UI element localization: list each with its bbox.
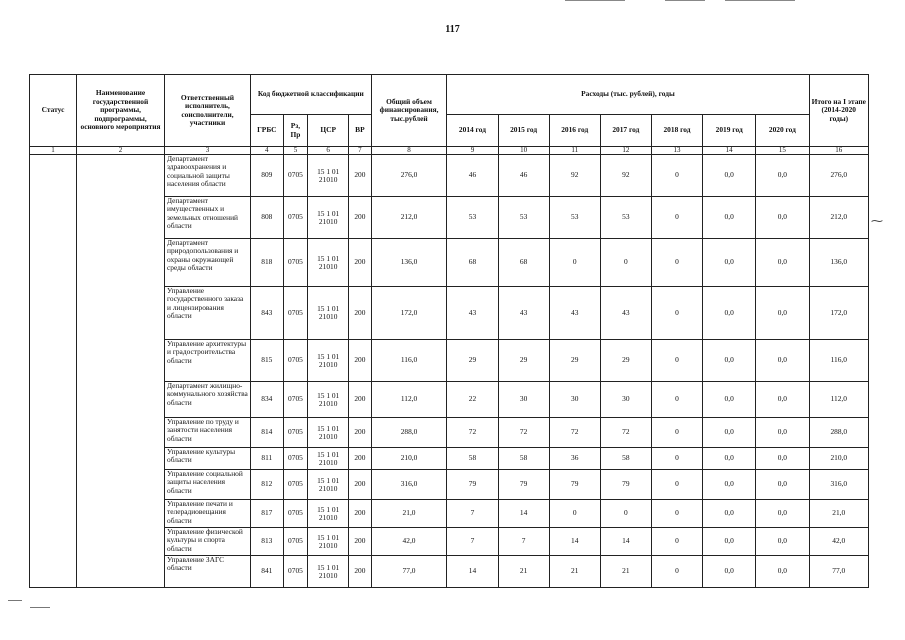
column-number: 14: [703, 147, 756, 155]
year-2017-cell: 53: [600, 197, 651, 239]
year-2016-cell: 92: [549, 155, 600, 197]
year-2016-cell: 53: [549, 197, 600, 239]
vr-cell: 200: [349, 155, 372, 197]
csr-cell: 15 1 01 21010: [308, 556, 349, 588]
vr-cell: 200: [349, 197, 372, 239]
year-2020-cell: 0,0: [756, 556, 809, 588]
year-2016-cell: 0: [549, 500, 600, 528]
year-2015-cell: 14: [498, 500, 549, 528]
program-name-cell: [77, 155, 165, 588]
year-2015-cell: 7: [498, 528, 549, 556]
year-2014-cell: 68: [447, 239, 498, 287]
table-row: [30, 155, 869, 197]
year-2016-cell: 43: [549, 287, 600, 340]
year-2020-cell: 0,0: [756, 287, 809, 340]
executor-cell: Управление ЗАГС области: [165, 556, 251, 588]
rzpr-cell: 0705: [283, 155, 308, 197]
rzpr-cell: 0705: [283, 382, 308, 418]
year-2015-cell: 72: [498, 418, 549, 448]
total-cell: 212,0: [371, 197, 447, 239]
header-year: 2019 год: [703, 115, 756, 147]
year-2018-cell: 0: [651, 418, 702, 448]
grbs-cell: 843: [250, 287, 283, 340]
column-number: 6: [308, 147, 349, 155]
executor-cell: Управление по труду и занятости населения области: [165, 418, 251, 448]
year-2019-cell: 0,0: [703, 382, 756, 418]
budget-table: [29, 74, 869, 588]
total-cell: 316,0: [371, 470, 447, 500]
executor-cell: Управление архитектуры и градостроительства области: [165, 340, 251, 382]
year-2014-cell: 7: [447, 528, 498, 556]
year-2020-cell: 0,0: [756, 197, 809, 239]
column-number: 8: [371, 147, 447, 155]
stage-total-cell: 136,0: [809, 239, 868, 287]
status-cell: [30, 155, 77, 588]
stage-total-cell: 21,0: [809, 500, 868, 528]
rzpr-cell: 0705: [283, 528, 308, 556]
rzpr-cell: 0705: [283, 287, 308, 340]
year-2017-cell: 92: [600, 155, 651, 197]
vr-cell: 200: [349, 340, 372, 382]
csr-cell: 15 1 01 21010: [308, 500, 349, 528]
year-2017-cell: 30: [600, 382, 651, 418]
vr-cell: 200: [349, 382, 372, 418]
column-number: 9: [447, 147, 498, 155]
stage-total-cell: 116,0: [809, 340, 868, 382]
vr-cell: 200: [349, 528, 372, 556]
year-2019-cell: 0,0: [703, 500, 756, 528]
csr-cell: 15 1 01 21010: [308, 418, 349, 448]
year-2014-cell: 46: [447, 155, 498, 197]
year-2019-cell: 0,0: [703, 287, 756, 340]
year-2014-cell: 22: [447, 382, 498, 418]
executor-cell: Департамент природопользования и охраны окружающей среды области: [165, 239, 251, 287]
year-2020-cell: 0,0: [756, 448, 809, 470]
total-cell: 42,0: [371, 528, 447, 556]
year-2014-cell: 72: [447, 418, 498, 448]
year-2017-cell: 43: [600, 287, 651, 340]
grbs-cell: 813: [250, 528, 283, 556]
grbs-cell: 841: [250, 556, 283, 588]
year-2018-cell: 0: [651, 239, 702, 287]
year-2015-cell: 68: [498, 239, 549, 287]
year-2014-cell: 79: [447, 470, 498, 500]
grbs-cell: 808: [250, 197, 283, 239]
vr-cell: 200: [349, 448, 372, 470]
year-2015-cell: 29: [498, 340, 549, 382]
scan-line: [30, 607, 50, 608]
stage-total-cell: 172,0: [809, 287, 868, 340]
year-2020-cell: 0,0: [756, 500, 809, 528]
column-number: 15: [756, 147, 809, 155]
grbs-cell: 812: [250, 470, 283, 500]
stage-total-cell: 210,0: [809, 448, 868, 470]
year-2014-cell: 43: [447, 287, 498, 340]
column-number: 3: [165, 147, 251, 155]
executor-cell: Департамент жилищно-коммунального хозяйства области: [165, 382, 251, 418]
year-2015-cell: 43: [498, 287, 549, 340]
year-2019-cell: 0,0: [703, 197, 756, 239]
stage-total-cell: 112,0: [809, 382, 868, 418]
rzpr-cell: 0705: [283, 556, 308, 588]
year-2020-cell: 0,0: [756, 528, 809, 556]
rzpr-cell: 0705: [283, 197, 308, 239]
total-cell: 172,0: [371, 287, 447, 340]
year-2019-cell: 0,0: [703, 470, 756, 500]
total-cell: 210,0: [371, 448, 447, 470]
header-csr: ЦСР: [308, 115, 349, 147]
year-2020-cell: 0,0: [756, 470, 809, 500]
year-2015-cell: 21: [498, 556, 549, 588]
total-cell: 77,0: [371, 556, 447, 588]
year-2020-cell: 0,0: [756, 155, 809, 197]
year-2015-cell: 46: [498, 155, 549, 197]
grbs-cell: 809: [250, 155, 283, 197]
vr-cell: 200: [349, 239, 372, 287]
year-2017-cell: 79: [600, 470, 651, 500]
year-2018-cell: 0: [651, 287, 702, 340]
year-2017-cell: 0: [600, 500, 651, 528]
year-2014-cell: 14: [447, 556, 498, 588]
column-number: 16: [809, 147, 868, 155]
page-number: 117: [445, 24, 460, 35]
column-number: 11: [549, 147, 600, 155]
year-2019-cell: 0,0: [703, 528, 756, 556]
executor-cell: Управление государственного заказа и лицензирования области: [165, 287, 251, 340]
year-2018-cell: 0: [651, 470, 702, 500]
header-expenses: Расходы (тыс. рублей), годы: [447, 75, 809, 115]
column-number: 7: [349, 147, 372, 155]
header-year: 2017 год: [600, 115, 651, 147]
year-2018-cell: 0: [651, 528, 702, 556]
year-2018-cell: 0: [651, 197, 702, 239]
csr-cell: 15 1 01 21010: [308, 382, 349, 418]
stage-total-cell: 288,0: [809, 418, 868, 448]
year-2020-cell: 0,0: [756, 340, 809, 382]
header-year: 2016 год: [549, 115, 600, 147]
executor-cell: Департамент имущественных и земельных отношений области: [165, 197, 251, 239]
header-stage-total: Итого на I этапе (2014-2020 годы): [809, 75, 868, 147]
year-2019-cell: 0,0: [703, 418, 756, 448]
year-2019-cell: 0,0: [703, 340, 756, 382]
year-2019-cell: 0,0: [703, 239, 756, 287]
vr-cell: 200: [349, 500, 372, 528]
header-year: 2014 год: [447, 115, 498, 147]
year-2016-cell: 29: [549, 340, 600, 382]
header-program-name: Наименование государственной программы, подпрограммы, основного мероприятия: [77, 75, 165, 147]
executor-cell: Департамент здравоохранения и социальной защиты населения области: [165, 155, 251, 197]
rzpr-cell: 0705: [283, 239, 308, 287]
header-total-volume: Общий объем финансирования, тыс.рублей: [371, 75, 447, 147]
year-2018-cell: 0: [651, 556, 702, 588]
rzpr-cell: 0705: [283, 340, 308, 382]
vr-cell: 200: [349, 556, 372, 588]
stage-total-cell: 212,0: [809, 197, 868, 239]
year-2017-cell: 72: [600, 418, 651, 448]
total-cell: 116,0: [371, 340, 447, 382]
column-number: 13: [651, 147, 702, 155]
year-2016-cell: 30: [549, 382, 600, 418]
csr-cell: 15 1 01 21010: [308, 197, 349, 239]
header-year: 2015 год: [498, 115, 549, 147]
grbs-cell: 817: [250, 500, 283, 528]
column-number: 1: [30, 147, 77, 155]
vr-cell: 200: [349, 470, 372, 500]
total-cell: 112,0: [371, 382, 447, 418]
year-2016-cell: 21: [549, 556, 600, 588]
executor-cell: Управление культуры области: [165, 448, 251, 470]
header-responsible: Ответственный исполнитель, соисполнители, участники: [165, 75, 251, 147]
scan-line: [8, 600, 22, 601]
year-2018-cell: 0: [651, 155, 702, 197]
stage-total-cell: 77,0: [809, 556, 868, 588]
year-2017-cell: 14: [600, 528, 651, 556]
grbs-cell: 811: [250, 448, 283, 470]
csr-cell: 15 1 01 21010: [308, 287, 349, 340]
year-2017-cell: 0: [600, 239, 651, 287]
year-2016-cell: 79: [549, 470, 600, 500]
year-2015-cell: 79: [498, 470, 549, 500]
year-2016-cell: 14: [549, 528, 600, 556]
column-number: 2: [77, 147, 165, 155]
column-number: 4: [250, 147, 283, 155]
year-2014-cell: 53: [447, 197, 498, 239]
year-2019-cell: 0,0: [703, 155, 756, 197]
csr-cell: 15 1 01 21010: [308, 239, 349, 287]
year-2016-cell: 36: [549, 448, 600, 470]
csr-cell: 15 1 01 21010: [308, 470, 349, 500]
scan-edge-mark: ⁓: [871, 214, 883, 228]
year-2020-cell: 0,0: [756, 239, 809, 287]
grbs-cell: 834: [250, 382, 283, 418]
executor-cell: Управление социальной защиты населения области: [165, 470, 251, 500]
year-2018-cell: 0: [651, 448, 702, 470]
header-rzpr: Рз, Пр: [283, 115, 308, 147]
rzpr-cell: 0705: [283, 418, 308, 448]
csr-cell: 15 1 01 21010: [308, 340, 349, 382]
grbs-cell: 814: [250, 418, 283, 448]
total-cell: 288,0: [371, 418, 447, 448]
year-2019-cell: 0,0: [703, 556, 756, 588]
column-number: 5: [283, 147, 308, 155]
year-2018-cell: 0: [651, 340, 702, 382]
header-grbs: ГРБС: [250, 115, 283, 147]
header-year: 2018 год: [651, 115, 702, 147]
executor-cell: Управление физической культуры и спорта области: [165, 528, 251, 556]
header-vr: ВР: [349, 115, 372, 147]
total-cell: 276,0: [371, 155, 447, 197]
total-cell: 136,0: [371, 239, 447, 287]
total-cell: 21,0: [371, 500, 447, 528]
header-year: 2020 год: [756, 115, 809, 147]
year-2017-cell: 21: [600, 556, 651, 588]
stage-total-cell: 316,0: [809, 470, 868, 500]
header-status: Статус: [30, 75, 77, 147]
year-2017-cell: 29: [600, 340, 651, 382]
csr-cell: 15 1 01 21010: [308, 155, 349, 197]
column-number: 12: [600, 147, 651, 155]
csr-cell: 15 1 01 21010: [308, 528, 349, 556]
year-2014-cell: 7: [447, 500, 498, 528]
year-2018-cell: 0: [651, 500, 702, 528]
year-2015-cell: 53: [498, 197, 549, 239]
year-2019-cell: 0,0: [703, 448, 756, 470]
vr-cell: 200: [349, 287, 372, 340]
year-2020-cell: 0,0: [756, 382, 809, 418]
year-2014-cell: 29: [447, 340, 498, 382]
csr-cell: 15 1 01 21010: [308, 448, 349, 470]
vr-cell: 200: [349, 418, 372, 448]
rzpr-cell: 0705: [283, 500, 308, 528]
stage-total-cell: 42,0: [809, 528, 868, 556]
rzpr-cell: 0705: [283, 470, 308, 500]
year-2014-cell: 58: [447, 448, 498, 470]
year-2016-cell: 72: [549, 418, 600, 448]
rzpr-cell: 0705: [283, 448, 308, 470]
column-number: 10: [498, 147, 549, 155]
year-2016-cell: 0: [549, 239, 600, 287]
column-number-row: [30, 147, 869, 155]
header-budget-code: Код бюджетной классификации: [250, 75, 371, 115]
scan-marks: [565, 0, 795, 2]
year-2015-cell: 30: [498, 382, 549, 418]
grbs-cell: 818: [250, 239, 283, 287]
executor-cell: Управление печати и телерадиовещания области: [165, 500, 251, 528]
year-2015-cell: 58: [498, 448, 549, 470]
year-2018-cell: 0: [651, 382, 702, 418]
grbs-cell: 815: [250, 340, 283, 382]
year-2017-cell: 58: [600, 448, 651, 470]
year-2020-cell: 0,0: [756, 418, 809, 448]
stage-total-cell: 276,0: [809, 155, 868, 197]
